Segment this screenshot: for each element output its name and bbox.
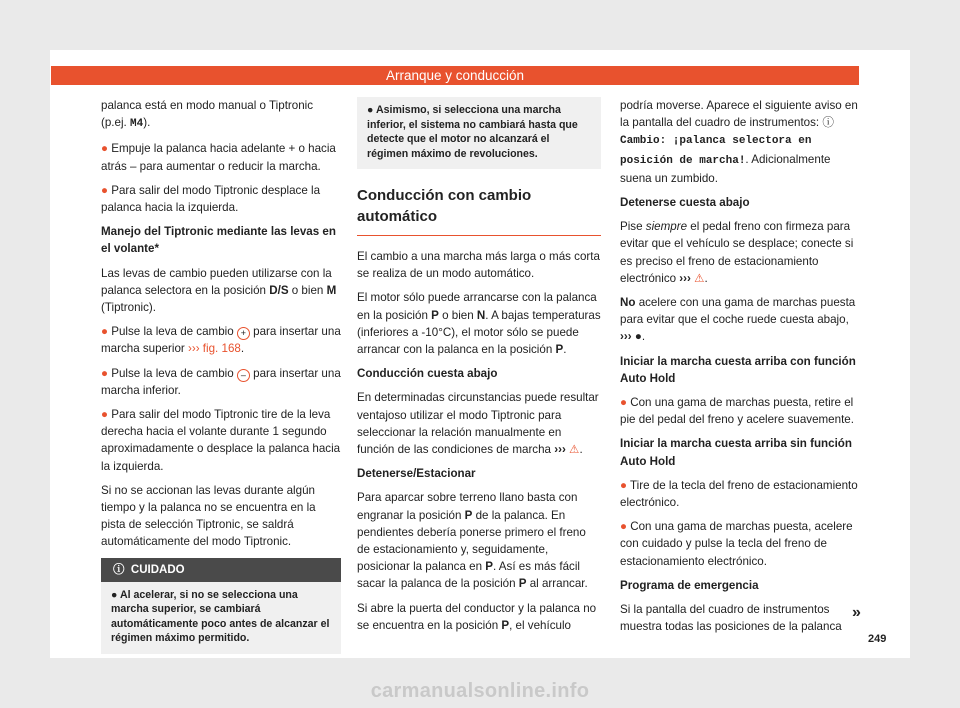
bullet-item: ● Para salir del modo Tiptronic desplace la palanca hacia la izquierda.: [101, 183, 321, 215]
caution-title: ⓘ CUIDADO: [101, 558, 341, 582]
warning-link[interactable]: ›››: [554, 443, 566, 457]
subheading: Detenerse/Estacionar: [357, 467, 476, 481]
bullet-item: ● Con una gama de marchas puesta, acelere con cuidado y pulse la tecla del freno de estacionamiento electrónico.: [620, 520, 853, 568]
section-title: Conducción con cambio automático: [357, 169, 601, 236]
caution-body: ● Al acelerar, si no se selecciona una marcha superior, se cambiará automáticamente poco antes de alcanzar el régimen máximo permitido.: [101, 582, 341, 654]
paragraph: podría moverse. Aparece el siguiente aviso en la pantalla del cuadro de instrumentos: ⓘ Cambio: ¡palanca selectora en posición de marcha!. Adicionalmente suena un zumbido.: [620, 99, 858, 185]
info-icon: ⓘ: [822, 116, 834, 130]
paragraph: Las levas de cambio pueden utilizarse con la palanca selectora en la posición D/S o bien M (Tiptronic).: [101, 266, 337, 315]
paragraph: No acelere con una gama de marchas puesta para evitar que el coche ruede cuesta abajo, ››› ●.: [620, 296, 856, 344]
figure-link[interactable]: ››› fig. 168: [188, 342, 241, 356]
bullet-item: ● Empuje la palanca hacia adelante + o hacia atrás – para aumentar o reducir la marcha.: [101, 142, 336, 173]
bullet-item: ● Pulse la leva de cambio + para insertar una marcha superior ››› fig. 168.: [101, 325, 341, 356]
column-2: [357, 97, 601, 641]
caution-box: [101, 558, 341, 654]
paragraph: Para aparcar sobre terreno llano basta con engranar la posición P de la palanca. En pendientes debería ponerse primero el freno de estacionamiento y, seguidamente, posicionar la palanca en P. Así es más fácil sacar la palanca de la posición P al arrancar.: [357, 491, 588, 591]
paragraph: Pise siempre el pedal freno con firmeza para evitar que el vehículo se desplace; conecte si es preciso el freno de estacionamiento electrónico ››› ⚠.: [620, 220, 854, 285]
subheading: Iniciar la marcha cuesta arriba con función Auto Hold: [620, 354, 856, 385]
subheading: Conducción cuesta abajo: [357, 367, 498, 381]
bullet-item: ● Tire de la tecla del freno de estacionamiento electrónico.: [620, 478, 858, 510]
paragraph: El motor sólo puede arrancarse con la palanca en la posición P o bien N. A bajas temperaturas (inferiores a -10°C), el motor sólo se puede arrancar con la palanca en la posición P.: [357, 291, 601, 357]
paragraph: Si la pantalla del cuadro de instrumentos muestra todas las posiciones de la palanca: [620, 603, 842, 634]
subheading: Programa de emergencia: [620, 578, 759, 592]
subheading: Iniciar la marcha cuesta arriba sin función Auto Hold: [620, 437, 852, 468]
page-header: Arranque y conducción: [51, 66, 859, 85]
column-1: [101, 97, 341, 654]
warning-link[interactable]: ›››: [679, 271, 691, 285]
plus-paddle-icon: +: [237, 327, 250, 340]
paragraph: En determinadas circunstancias puede resultar ventajoso utilizar el modo Tiptronic para seleccionar la relación manualmente en función de las condiciones de marcha ››› ⚠.: [357, 391, 599, 457]
paragraph: El cambio a una marcha más larga o más corta se realiza de un modo automático.: [357, 250, 600, 281]
page-number: 249: [868, 633, 887, 645]
bullet-item: ● Con una gama de marchas puesta, retire el pie del pedal del freno y acelere suavemente.: [620, 396, 854, 427]
minus-paddle-icon: –: [237, 369, 250, 382]
caution-icon: ⓘ: [113, 563, 128, 576]
paragraph: palanca está en modo manual o Tiptronic (p.ej. M4).: [101, 99, 314, 131]
subheading: Manejo del Tiptronic mediante las levas en el volante*: [101, 225, 336, 256]
warning-triangle-icon: ⚠: [694, 271, 705, 285]
continue-arrow-icon: »: [852, 604, 861, 621]
paragraph: Si no se accionan las levas durante algún tiempo y la palanca no se encuentra en la pista de selección Tiptronic, se saldrá automáticamente del modo Tiptronic.: [101, 483, 316, 549]
bullet-item: ● Para salir del modo Tiptronic tire de la leva derecha hacia el volante durante 1 segundo aproximadamente o desplace la palanca hacia la izquierda.: [101, 408, 341, 473]
caution-continuation-box: ● Asimismo, si selecciona una marcha inferior, el sistema no cambiará hasta que detecte que el motor no alcanzará el régimen máximo de revoluciones.: [357, 97, 601, 169]
subheading: Detenerse cuesta abajo: [620, 196, 750, 210]
note-link[interactable]: ›››: [620, 330, 632, 344]
bullet-item: ● Pulse la leva de cambio – para insertar una marcha inferior.: [101, 366, 341, 397]
column-3: [620, 97, 860, 642]
note-icon: ●: [634, 330, 642, 344]
warning-triangle-icon: ⚠: [569, 443, 580, 457]
watermark: carmanualsonline.info: [370, 680, 590, 702]
paragraph: Si abre la puerta del conductor y la palanca no se encuentra en la posición P, el vehículo: [357, 601, 597, 632]
